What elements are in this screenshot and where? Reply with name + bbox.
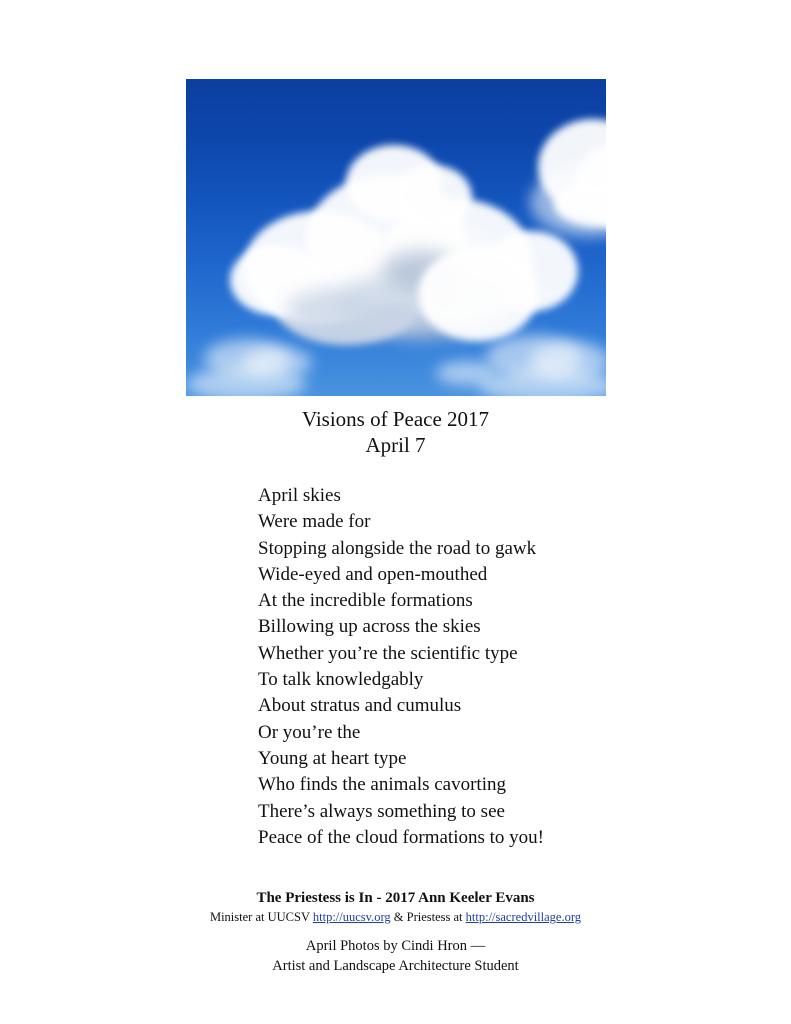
poem-line: Peace of the cloud formations to you!: [258, 826, 544, 848]
poem-line: Young at heart type: [258, 747, 407, 769]
cloud-photograph: [186, 79, 606, 396]
page-title: [0, 406, 791, 458]
poem-line: Whether you’re the scientific type: [258, 642, 518, 664]
affiliation-prefix: Minister at UUCSV: [209, 910, 313, 924]
cloud-shadow: [286, 289, 376, 331]
poem-line: About stratus and cumulus: [258, 695, 462, 717]
title-line-1: Visions of Peace 2017: [301, 407, 490, 431]
poem-line: At the incredible formations: [258, 590, 473, 612]
title-line-2: April 7: [365, 433, 426, 457]
poem-line: April skies: [258, 485, 341, 506]
credits-block: [0, 888, 791, 926]
photo-credit-line-2: Artist and Landscape Architecture Student: [272, 958, 519, 974]
cloud-shape: [186, 367, 306, 396]
poem-line: Wide-eyed and open-mouthed: [258, 563, 488, 585]
uucsv-link[interactable]: http://uucsv.org: [312, 910, 391, 924]
photo-credit-line-1: April Photos by Cindi Hron —: [305, 938, 486, 954]
poem-line: Stopping alongside the road to gawk: [258, 537, 537, 559]
poem-line: Who finds the animals cavorting: [258, 774, 506, 796]
poem-line: Were made for: [258, 511, 371, 533]
poem-line: Billowing up across the skies: [258, 616, 481, 638]
photo-credit-block: [0, 936, 791, 976]
poem-line: There’s always something to see: [258, 800, 505, 822]
author-credit: The Priestess is In - 2017 Ann Keeler Evans: [256, 890, 535, 906]
poem-line: To talk knowledgably: [258, 669, 424, 691]
poem-line: Or you’re the: [258, 721, 361, 743]
affiliation-line: [0, 908, 791, 926]
cloud-shape: [394, 165, 472, 229]
poem-body: [258, 483, 718, 851]
affiliation-middle: & Priestess at: [390, 910, 466, 924]
cloud-shape: [418, 247, 538, 341]
sacredvillage-link[interactable]: http://sacredvillage.org: [465, 910, 582, 924]
